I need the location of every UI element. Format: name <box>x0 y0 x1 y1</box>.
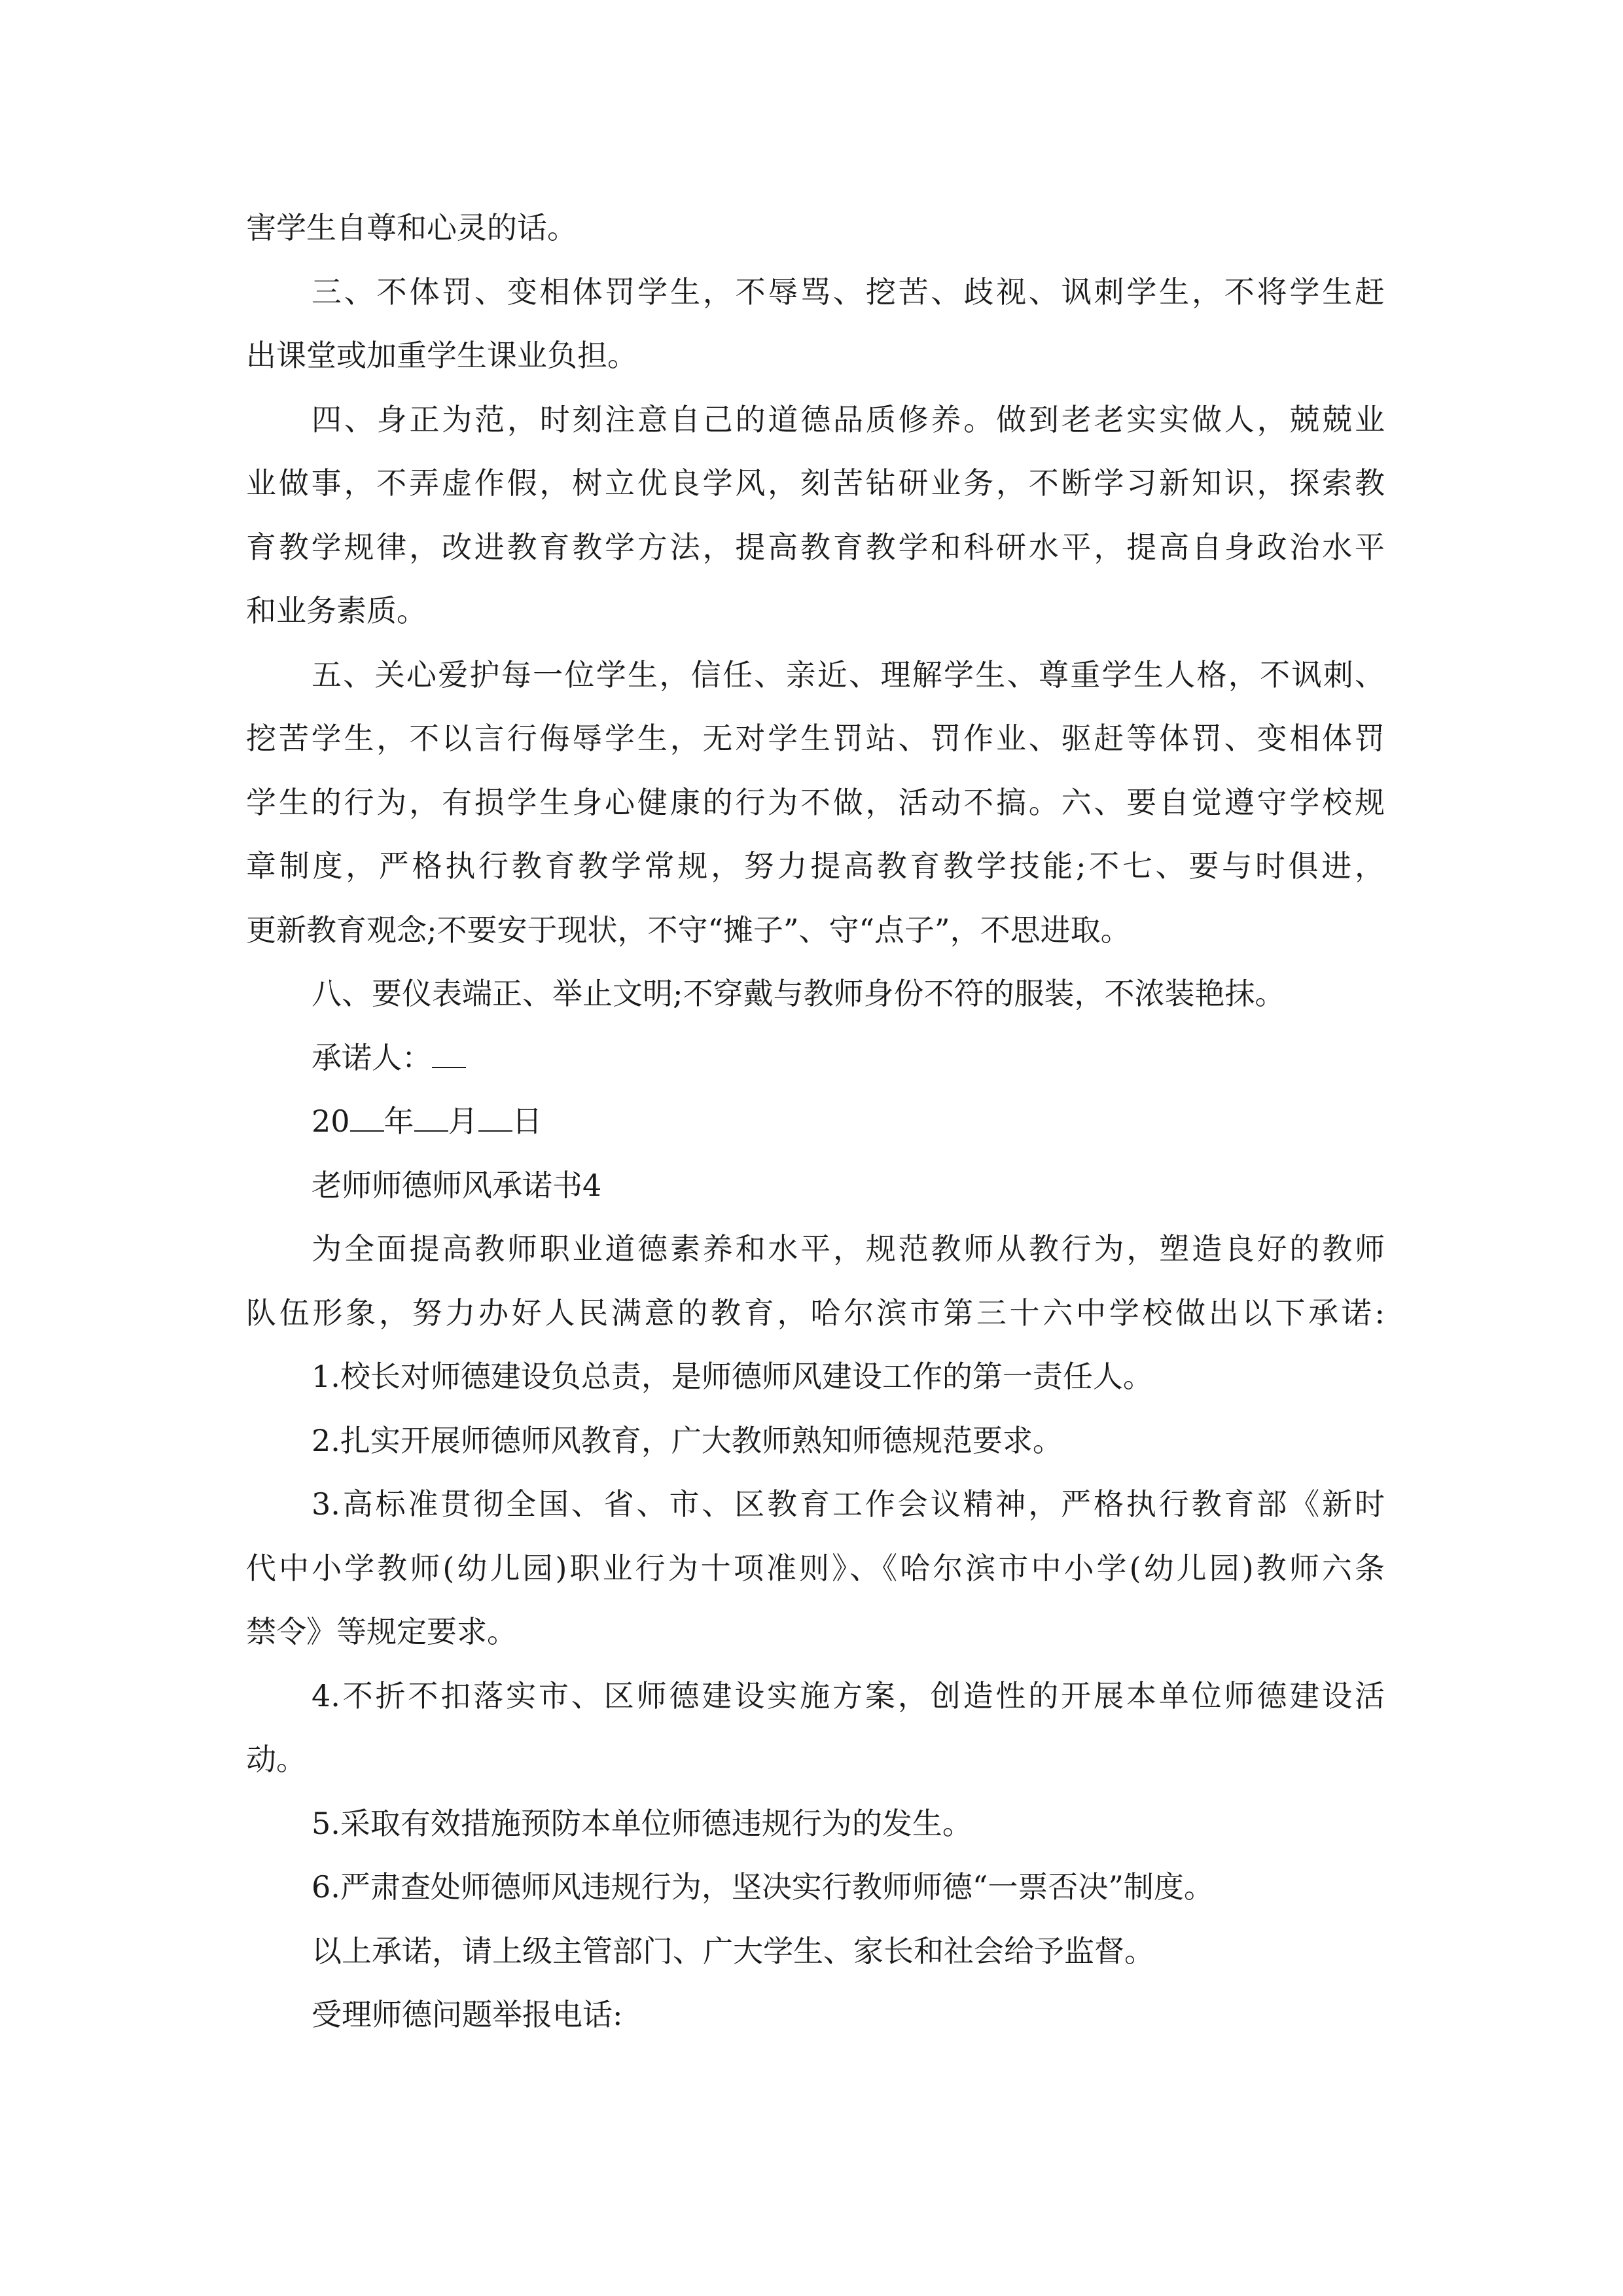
text-line: 和业务素质。 <box>246 593 427 628</box>
date-day-label: 日 <box>512 1103 543 1139</box>
text-line: 业做事，不弄虚作假，树立优良学风，刻苦钻研业务，不断学习新知识，探索教 <box>246 465 1385 501</box>
text-line: 育教学规律，改进教育教学方法，提高教育教学和科研水平，提高自身政治水平 <box>246 529 1385 565</box>
text-line: 1.校长对师德建设负总责，是师德师风建设工作的第一责任人。 <box>312 1359 1153 1394</box>
text-line: 三、不体罚、变相体罚学生，不辱骂、挖苦、歧视、讽刺学生，不将学生赶 <box>312 274 1385 310</box>
text-line: 四、身正为范，时刻注意自己的道德品质修养。做到老老实实做人，兢兢业 <box>312 401 1385 437</box>
text-line: 学生的行为，有损学生身心健康的行为不做，活动不搞。六、要自觉遵守学校规 <box>246 784 1385 820</box>
text-line: 禁令》等规定要求。 <box>246 1614 517 1649</box>
signature-line <box>246 1026 1385 1090</box>
text-line: 4.不折不扣落实市、区师德建设实施方案，创造性的开展本单位师德建设活 <box>312 1677 1385 1713</box>
text-line: 八、要仪表端正、举止文明;不穿戴与教师身份不符的服装，不浓装艳抹。 <box>312 976 1285 1011</box>
signature-blank <box>432 1041 466 1068</box>
text-line: 2.扎实开展师德师风教育，广大教师熟知师德规范要求。 <box>312 1422 1063 1458</box>
document-body <box>246 196 1385 2047</box>
text-line: 队伍形象，努力办好人民满意的教育，哈尔滨市第三十六中学校做出以下承诺: <box>246 1295 1385 1331</box>
text-line: 以上承诺，请上级主管部门、广大学生、家长和社会给予监督。 <box>312 1933 1154 1969</box>
date-year-label: 年 <box>383 1103 414 1139</box>
text-line: 章制度，严格执行教育教学常规，努力提高教育教学技能;不七、要与时俱进， <box>246 848 1385 884</box>
date-line <box>246 1090 1385 1154</box>
text-line: 动。 <box>246 1742 306 1777</box>
text-line: 6.严肃查处师德师风违规行为，坚决实行教师师德“一票否决”制度。 <box>312 1869 1214 1905</box>
text-line: 挖苦学生，不以言行侮辱学生，无对学生罚站、罚作业、驱赶等体罚、变相体罚 <box>246 721 1385 756</box>
date-month-label: 月 <box>448 1103 478 1139</box>
year-blank <box>350 1104 384 1132</box>
month-blank <box>414 1104 448 1132</box>
text-line: 5.采取有效措施预防本单位师德违规行为的发生。 <box>312 1805 972 1841</box>
text-line: 3.高标准贯彻全国、省、市、区教育工作会议精神，严格执行教育部《新时 <box>312 1486 1385 1522</box>
day-blank <box>478 1104 512 1132</box>
signature-label: 承诺人： <box>312 1039 432 1075</box>
text-line: 五、关心爱护每一位学生，信任、亲近、理解学生、尊重学生人格，不讽刺、 <box>312 656 1385 692</box>
text-line: 为全面提高教师职业道德素养和水平，规范教师从教行为，塑造良好的教师 <box>312 1231 1385 1266</box>
text-line: 害学生自尊和心灵的话。 <box>246 210 577 245</box>
text-line: 代中小学教师(幼儿园)职业行为十项准则》、《哈尔滨市中小学(幼儿园)教师六条 <box>246 1550 1385 1586</box>
section-title: 老师师德师风承诺书4 <box>312 1167 602 1203</box>
text-line: 受理师德问题举报电话: <box>312 1997 623 2032</box>
text-line: 出课堂或加重学生课业负担。 <box>246 338 637 373</box>
date-prefix: 20 <box>312 1103 350 1139</box>
text-line: 更新教育观念;不要安于现状，不守“摊子”、守“点子”，不思进取。 <box>246 912 1131 948</box>
